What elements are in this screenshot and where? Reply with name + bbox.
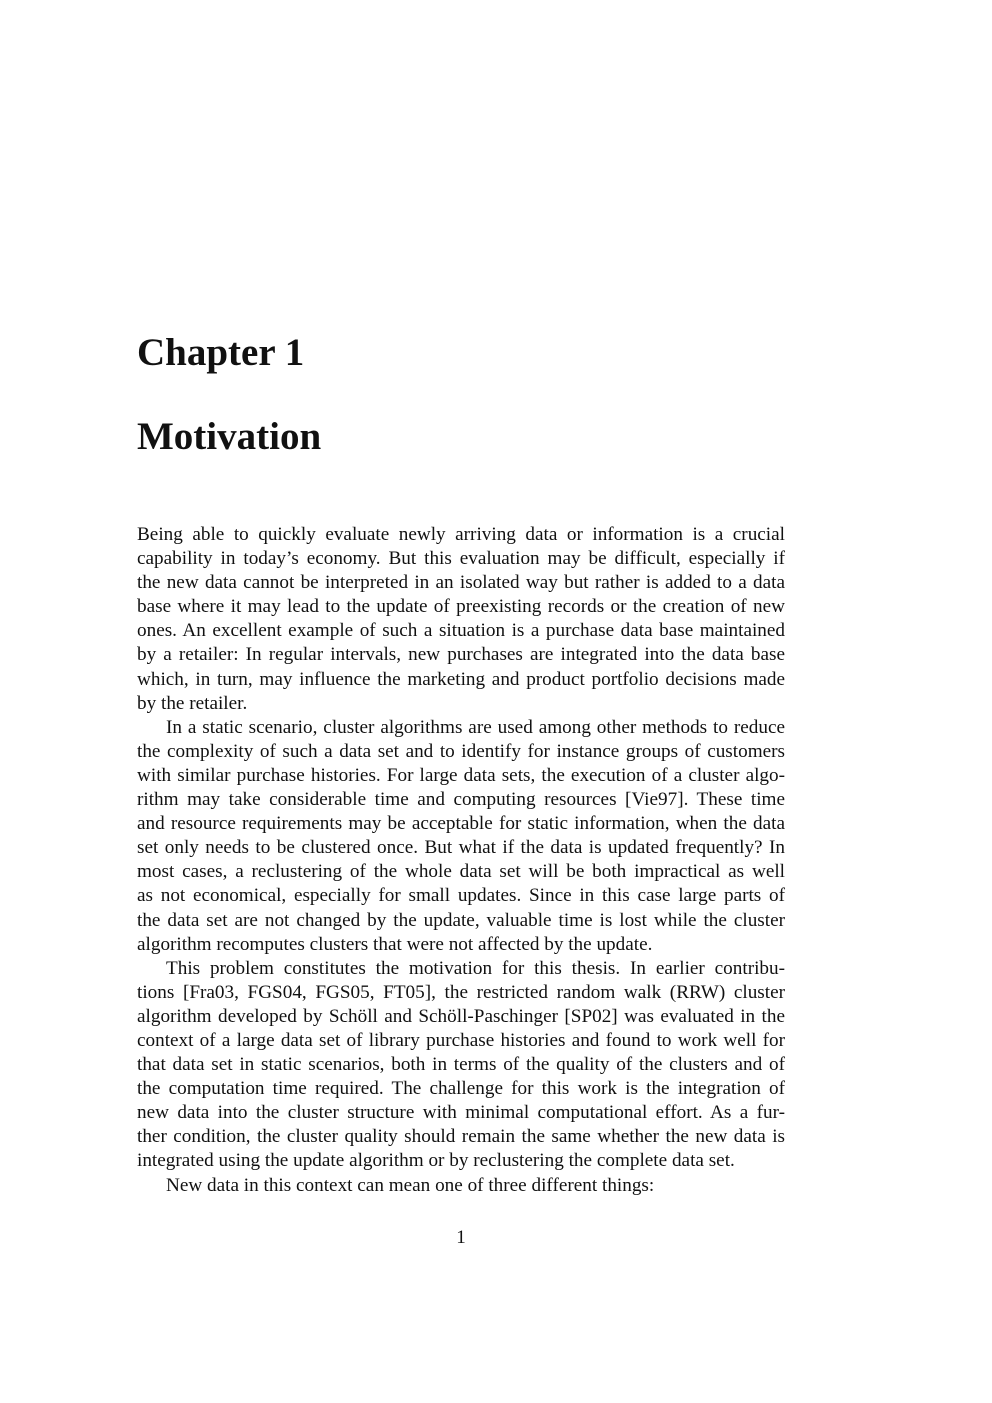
chapter-number: Chapter 1 bbox=[137, 331, 305, 374]
text-line: This problem constitutes the motivation for this thesis. In earlier contribu- bbox=[166, 957, 785, 979]
text-line: tions [Fra03, FGS04, FGS05, FT05], the restricted random walk (RRW) cluster bbox=[137, 981, 785, 1003]
text-line: new data into the cluster structure with minimal computational effort. As a fur- bbox=[137, 1102, 785, 1124]
paragraph bbox=[137, 1174, 785, 1198]
text-line: the computation time required. The challenge for this work is the integration of bbox=[137, 1078, 785, 1100]
text-line: context of a large data set of library purchase histories and found to work well for bbox=[137, 1029, 785, 1051]
text-line: ther condition, the cluster quality should remain the same whether the new data is bbox=[137, 1126, 785, 1148]
page-number: 1 bbox=[456, 1227, 466, 1248]
paragraph bbox=[137, 957, 785, 1174]
text-line: Being able to quickly evaluate newly arriving data or information is a crucial bbox=[137, 524, 785, 545]
text-line: integrated using the update algorithm or by reclustering the complete data set. bbox=[137, 1150, 735, 1172]
text-line: rithm may take considerable time and computing resources [Vie97]. These time bbox=[137, 789, 785, 811]
text-line: the complexity of such a data set and to identify for instance groups of customers bbox=[137, 740, 785, 762]
text-line: which, in turn, may influence the marketing and product portfolio decisions made bbox=[137, 668, 785, 690]
text-line: New data in this context can mean one of three different things: bbox=[166, 1174, 655, 1196]
text-line: capability in today’s economy. But this evaluation may be difficult, especially if bbox=[137, 548, 785, 570]
text-line: that data set in static scenarios, both in terms of the quality of the clusters and of bbox=[137, 1054, 785, 1076]
text-line: set only needs to be clustered once. But what if the data is updated frequently? In bbox=[137, 837, 785, 859]
body-text bbox=[137, 523, 785, 1198]
paragraph bbox=[137, 716, 785, 957]
text-line: as not economical, especially for small updates. Since in this case large parts of bbox=[137, 885, 785, 907]
text-line: base where it may lead to the update of preexisting records or the creation of new bbox=[137, 596, 785, 618]
text-line: and resource requirements may be acceptable for static information, when the data bbox=[137, 813, 785, 835]
chapter-title: Motivation bbox=[137, 415, 322, 458]
text-line: algorithm developed by Schöll and Schöll-Paschinger [SP02] was evaluated in the bbox=[137, 1005, 785, 1027]
text-line: the data set are not changed by the update, valuable time is lost while the cluster bbox=[137, 909, 785, 931]
text-line: with similar purchase histories. For large data sets, the execution of a cluster algo- bbox=[137, 764, 785, 786]
text-line: by the retailer. bbox=[137, 692, 248, 714]
paragraph bbox=[137, 523, 785, 716]
text-line: most cases, a reclustering of the whole data set will be both impractical as well bbox=[137, 861, 785, 883]
text-line: ones. An excellent example of such a situation is a purchase data base maintained bbox=[137, 620, 785, 642]
text-line: algorithm recomputes clusters that were not affected by the update. bbox=[137, 933, 653, 955]
text-line: In a static scenario, cluster algorithms are used among other methods to reduce bbox=[166, 716, 785, 738]
text-line: the new data cannot be interpreted in an isolated way but rather is added to a data bbox=[137, 572, 785, 594]
text-line: by a retailer: In regular intervals, new purchases are integrated into the data base bbox=[137, 644, 785, 666]
